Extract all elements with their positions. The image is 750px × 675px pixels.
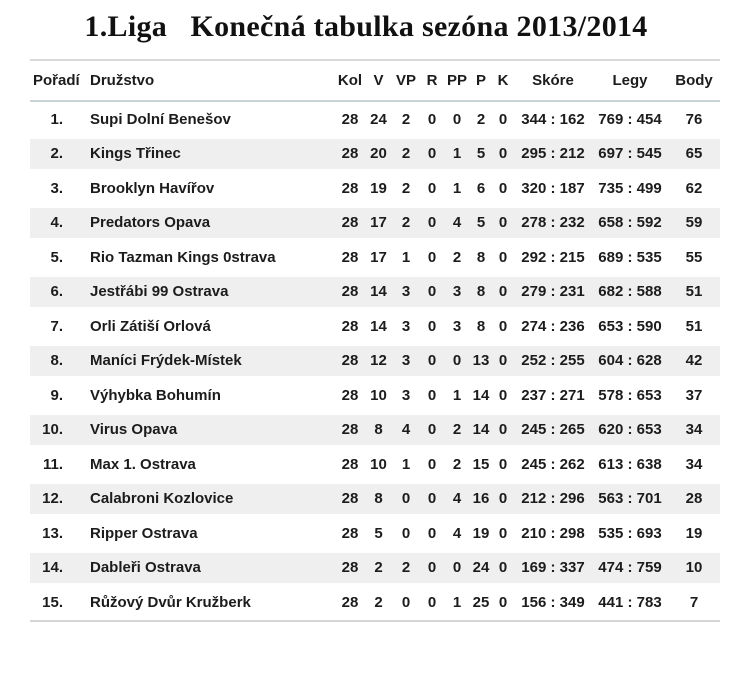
stat-kol-cell: 28 [335, 275, 365, 310]
stat-vp-cell: 2 [392, 551, 420, 586]
legy-cell: 658 : 592 [592, 206, 668, 241]
stat-p-cell: 2 [476, 110, 486, 128]
stat-kol-cell: 28 [335, 206, 365, 241]
stat-r-cell: 0 [420, 137, 444, 172]
score-cell: 169 : 337 [514, 551, 592, 586]
stat-p-cell: 14 [470, 413, 492, 448]
stat-k-cell: 0 [492, 551, 514, 586]
legy-cell: 769 : 454 [598, 110, 662, 128]
stat-v-cell: 17 [370, 248, 387, 266]
stat-r-cell: 0 [420, 413, 444, 448]
team-cell: Orli Zátiší Orlová [90, 317, 211, 335]
legy-cell: 604 : 628 [592, 344, 668, 379]
stat-r-cell: 0 [420, 344, 444, 379]
stat-v-cell: 19 [370, 179, 387, 197]
points-cell: 76 [685, 110, 703, 128]
table-row [30, 585, 720, 621]
stat-r-cell: 0 [427, 248, 437, 266]
stat-r-cell: 0 [420, 206, 444, 241]
stat-pp-cell: 0 [452, 110, 462, 128]
stat-kol-cell: 28 [341, 317, 359, 335]
score-cell: 237 : 271 [521, 386, 585, 404]
stat-k-cell: 0 [498, 593, 508, 611]
stat-v-cell: 10 [370, 386, 387, 404]
rank-cell: 15. [42, 593, 63, 611]
points-cell: 37 [685, 386, 703, 404]
table-row [30, 378, 720, 413]
team-cell: Růžový Dvůr Kružberk [90, 593, 251, 611]
table-row [30, 516, 720, 551]
stat-r-cell: 0 [420, 551, 444, 586]
legy-cell: 578 : 653 [598, 386, 662, 404]
legy-cell: 474 : 759 [592, 551, 668, 586]
score-cell: 245 : 265 [514, 413, 592, 448]
team-cell: Ripper Ostrava [90, 524, 198, 542]
stat-p-cell: 5 [470, 206, 492, 241]
header-vp: VP [395, 72, 416, 89]
stat-pp-cell: 0 [444, 344, 470, 379]
stat-p-cell: 19 [472, 524, 490, 542]
rank-cell: 7. [50, 317, 63, 335]
stat-v-cell: 24 [370, 110, 387, 128]
legy-cell: 682 : 588 [592, 275, 668, 310]
score-cell: 274 : 236 [521, 317, 585, 335]
rank-cell: 8. [30, 344, 85, 379]
stat-pp-cell: 4 [444, 206, 470, 241]
stat-kol-cell: 28 [335, 482, 365, 517]
stat-v-cell: 5 [374, 524, 383, 542]
stat-kol-cell: 28 [341, 248, 359, 266]
stat-v-cell: 14 [365, 275, 392, 310]
table-row [30, 206, 720, 241]
stat-pp-cell: 1 [452, 386, 462, 404]
header-pp: PP [446, 72, 467, 89]
header-legy: Legy [612, 72, 648, 89]
stat-k-cell: 0 [498, 248, 508, 266]
stat-k-cell: 0 [498, 317, 508, 335]
league-table [30, 59, 720, 622]
stat-v-cell: 2 [374, 593, 383, 611]
header-p: P [475, 72, 486, 89]
stat-kol-cell: 28 [335, 137, 365, 172]
stat-v-cell: 17 [365, 206, 392, 241]
header-druzstvo: Družstvo [90, 72, 155, 89]
stat-pp-cell: 4 [452, 524, 462, 542]
legy-cell: 441 : 783 [598, 593, 662, 611]
score-cell: 278 : 232 [514, 206, 592, 241]
stat-v-cell: 12 [365, 344, 392, 379]
legy-cell: 689 : 535 [598, 248, 662, 266]
stat-p-cell: 6 [476, 179, 486, 197]
header-v: V [373, 72, 384, 89]
stat-vp-cell: 0 [392, 482, 420, 517]
stat-kol-cell: 28 [341, 110, 359, 128]
points-cell: 59 [668, 206, 720, 241]
score-cell: 212 : 296 [514, 482, 592, 517]
table-row [30, 240, 720, 275]
stat-kol-cell: 28 [341, 455, 359, 473]
stat-v-cell: 2 [365, 551, 392, 586]
stat-vp-cell: 1 [401, 248, 411, 266]
table-row [30, 275, 720, 310]
table-row [30, 447, 720, 482]
stat-k-cell: 0 [492, 413, 514, 448]
stat-k-cell: 0 [498, 455, 508, 473]
points-cell: 55 [685, 248, 703, 266]
stat-pp-cell: 4 [444, 482, 470, 517]
stat-kol-cell: 28 [341, 593, 359, 611]
team-cell: Kings Třinec [85, 137, 335, 172]
rank-cell: 1. [50, 110, 63, 128]
stat-vp-cell: 0 [401, 593, 411, 611]
stat-p-cell: 25 [472, 593, 490, 611]
stat-k-cell: 0 [492, 206, 514, 241]
points-cell: 7 [689, 593, 699, 611]
stat-v-cell: 10 [370, 455, 387, 473]
score-cell: 320 : 187 [521, 179, 585, 197]
table-row [30, 482, 720, 517]
team-cell: Supi Dolní Benešov [90, 110, 231, 128]
header-k: K [497, 72, 509, 89]
stat-k-cell: 0 [498, 524, 508, 542]
stat-vp-cell: 2 [401, 179, 411, 197]
points-cell: 19 [685, 524, 703, 542]
stat-r-cell: 0 [427, 455, 437, 473]
table-row [30, 551, 720, 586]
stat-pp-cell: 1 [452, 179, 462, 197]
team-cell: Predators Opava [85, 206, 335, 241]
stat-pp-cell: 3 [444, 275, 470, 310]
rank-cell: 2. [30, 137, 85, 172]
stat-p-cell: 5 [470, 137, 492, 172]
score-cell: 292 : 215 [521, 248, 585, 266]
stat-vp-cell: 1 [401, 455, 411, 473]
rank-cell: 13. [42, 524, 63, 542]
score-cell: 252 : 255 [514, 344, 592, 379]
header-kol: Kol [337, 72, 363, 89]
points-cell: 51 [685, 317, 703, 335]
legy-cell: 535 : 693 [598, 524, 662, 542]
rank-cell: 6. [30, 275, 85, 310]
stat-kol-cell: 28 [341, 386, 359, 404]
rank-cell: 3. [50, 179, 63, 197]
stat-vp-cell: 3 [392, 344, 420, 379]
score-cell: 344 : 162 [521, 110, 585, 128]
stat-kol-cell: 28 [335, 413, 365, 448]
stat-vp-cell: 3 [401, 386, 411, 404]
stat-r-cell: 0 [420, 275, 444, 310]
stat-pp-cell: 1 [452, 593, 462, 611]
stat-vp-cell: 4 [392, 413, 420, 448]
stat-k-cell: 0 [498, 179, 508, 197]
stat-p-cell: 13 [470, 344, 492, 379]
stat-k-cell: 0 [492, 344, 514, 379]
points-cell: 42 [668, 344, 720, 379]
points-cell: 28 [668, 482, 720, 517]
stat-vp-cell: 2 [392, 206, 420, 241]
stat-r-cell: 0 [427, 317, 437, 335]
points-cell: 10 [668, 551, 720, 586]
points-cell: 65 [668, 137, 720, 172]
table-row [30, 137, 720, 172]
points-cell: 34 [685, 455, 703, 473]
stat-kol-cell: 28 [335, 344, 365, 379]
team-cell: Maníci Frýdek-Místek [85, 344, 335, 379]
stat-r-cell: 0 [427, 593, 437, 611]
header-body: Body [675, 72, 713, 89]
stat-k-cell: 0 [492, 482, 514, 517]
rank-cell: 5. [50, 248, 63, 266]
stat-p-cell: 8 [476, 248, 486, 266]
score-cell: 279 : 231 [514, 275, 592, 310]
stat-kol-cell: 28 [335, 551, 365, 586]
page-title: 1.Liga Konečná tabulka sezóna 2013/2014 [84, 10, 648, 43]
rank-cell: 12. [30, 482, 85, 517]
stat-pp-cell: 1 [444, 137, 470, 172]
stat-vp-cell: 0 [401, 524, 411, 542]
table-body [30, 101, 720, 621]
stat-p-cell: 24 [470, 551, 492, 586]
team-cell: Rio Tazman Kings 0strava [90, 248, 276, 266]
table-row [30, 171, 720, 206]
header-r: R [426, 72, 438, 89]
points-cell: 51 [668, 275, 720, 310]
stat-r-cell: 0 [427, 110, 437, 128]
legy-cell: 563 : 701 [592, 482, 668, 517]
stat-pp-cell: 0 [444, 551, 470, 586]
legy-cell: 735 : 499 [598, 179, 662, 197]
legy-cell: 620 : 653 [592, 413, 668, 448]
stat-r-cell: 0 [420, 482, 444, 517]
stat-p-cell: 15 [472, 455, 490, 473]
stat-r-cell: 0 [427, 386, 437, 404]
team-cell: Dableři Ostrava [85, 551, 335, 586]
stat-vp-cell: 3 [401, 317, 411, 335]
legy-cell: 613 : 638 [598, 455, 662, 473]
team-cell: Virus Opava [85, 413, 335, 448]
stat-v-cell: 8 [365, 482, 392, 517]
page [0, 10, 750, 675]
points-cell: 34 [668, 413, 720, 448]
table-header [30, 60, 720, 101]
legy-cell: 653 : 590 [598, 317, 662, 335]
stat-p-cell: 8 [476, 317, 486, 335]
rank-cell: 9. [50, 386, 63, 404]
stat-vp-cell: 2 [401, 110, 411, 128]
stat-kol-cell: 28 [341, 524, 359, 542]
stat-vp-cell: 2 [392, 137, 420, 172]
score-cell: 210 : 298 [521, 524, 585, 542]
stat-r-cell: 0 [427, 179, 437, 197]
header-skore: Skóre [532, 72, 574, 89]
stat-vp-cell: 3 [392, 275, 420, 310]
rank-cell: 10. [30, 413, 85, 448]
stat-k-cell: 0 [492, 137, 514, 172]
table-row [30, 413, 720, 448]
table-header-row [30, 60, 720, 101]
stat-p-cell: 8 [470, 275, 492, 310]
team-cell: Jestřábi 99 Ostrava [85, 275, 335, 310]
rank-cell: 11. [42, 455, 63, 473]
stat-v-cell: 14 [370, 317, 387, 335]
header-poradi: Pořadí [33, 72, 80, 89]
table-row [30, 101, 720, 137]
stat-kol-cell: 28 [341, 179, 359, 197]
score-cell: 295 : 212 [514, 137, 592, 172]
stat-pp-cell: 3 [452, 317, 462, 335]
stat-p-cell: 14 [472, 386, 490, 404]
stat-k-cell: 0 [498, 386, 508, 404]
stat-p-cell: 16 [470, 482, 492, 517]
table-row [30, 309, 720, 344]
stat-pp-cell: 2 [444, 413, 470, 448]
team-cell: Calabroni Kozlovice [85, 482, 335, 517]
stat-pp-cell: 2 [452, 455, 462, 473]
score-cell: 245 : 262 [521, 455, 585, 473]
stat-r-cell: 0 [427, 524, 437, 542]
stat-k-cell: 0 [498, 110, 508, 128]
stat-pp-cell: 2 [452, 248, 462, 266]
legy-cell: 697 : 545 [592, 137, 668, 172]
score-cell: 156 : 349 [521, 593, 585, 611]
stat-v-cell: 8 [365, 413, 392, 448]
stat-v-cell: 20 [365, 137, 392, 172]
team-cell: Max 1. Ostrava [90, 455, 196, 473]
team-cell: Výhybka Bohumín [90, 386, 221, 404]
table-row [30, 344, 720, 379]
rank-cell: 14. [30, 551, 85, 586]
rank-cell: 4. [30, 206, 85, 241]
team-cell: Brooklyn Havířov [90, 179, 215, 197]
points-cell: 62 [685, 179, 703, 197]
stat-k-cell: 0 [492, 275, 514, 310]
